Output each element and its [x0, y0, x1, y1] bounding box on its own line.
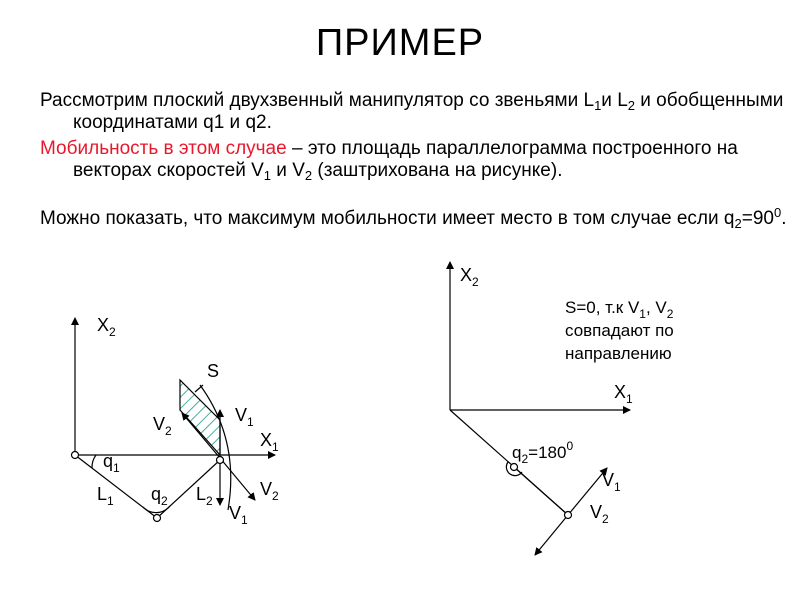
q1-angle-arc: [92, 455, 96, 468]
paragraph-maximum: Можно показать, что максимум мобильности имеет место в том случае если $q_2=90^0$.: [40, 205, 787, 231]
v1-bottom-label: $V_1$: [229, 503, 248, 527]
right-link-l2: [514, 467, 568, 515]
right-x2-label: $X_2$: [460, 265, 479, 289]
right-elbow-joint: [511, 464, 518, 471]
mobility-highlight: Мобильность в этом случае: [40, 138, 287, 159]
q1-label: $q_1$: [103, 451, 120, 475]
v2-right-label: $V_2$: [260, 479, 279, 503]
right-v1-label: $V_1$: [602, 470, 621, 494]
right-diagram-labels: [460, 265, 679, 526]
s-label: S: [207, 361, 220, 381]
left-x1-label: $X_1$: [260, 430, 279, 454]
left-x2-label: $X_2$: [97, 315, 116, 339]
elbow-joint: [154, 515, 161, 522]
right-velocity-v2: [535, 515, 568, 555]
v2-left-label: $V_2$: [153, 414, 172, 438]
l1-label: $L_1$: [97, 484, 114, 508]
paragraph-intro: Рассмотрим плоский двухзвенный манипулятор со звеньями $L_1и$ $L_2$ и обобщенными координатами q1 и q2.: [40, 90, 784, 133]
paragraph-mobility: Мобильность в этом случае – это площадь параллелограмма построенного на векторах скоростей $V_1$ и $V_2$ (заштрихована на рисунке).: [40, 138, 738, 183]
velocity-v2-down: [220, 458, 255, 500]
q2-label: $q_2$: [151, 484, 168, 508]
v1-top-label: $V_1$: [235, 405, 254, 429]
right-x1-label: $X_1$: [614, 382, 633, 406]
l2-label: $L_2$: [196, 484, 213, 508]
base-joint: [72, 452, 79, 459]
s-zero-note: S=0, т.к $V_1$, $V_2$ совпадают по направлению: [565, 298, 674, 363]
right-end-joint: [565, 512, 572, 519]
end-effector-joint: [217, 457, 224, 464]
right-q2-label: $q_2=180^0$: [512, 439, 574, 466]
page-title: ПРИМЕР: [315, 22, 485, 64]
right-v2-label: $V_2$: [590, 502, 609, 526]
